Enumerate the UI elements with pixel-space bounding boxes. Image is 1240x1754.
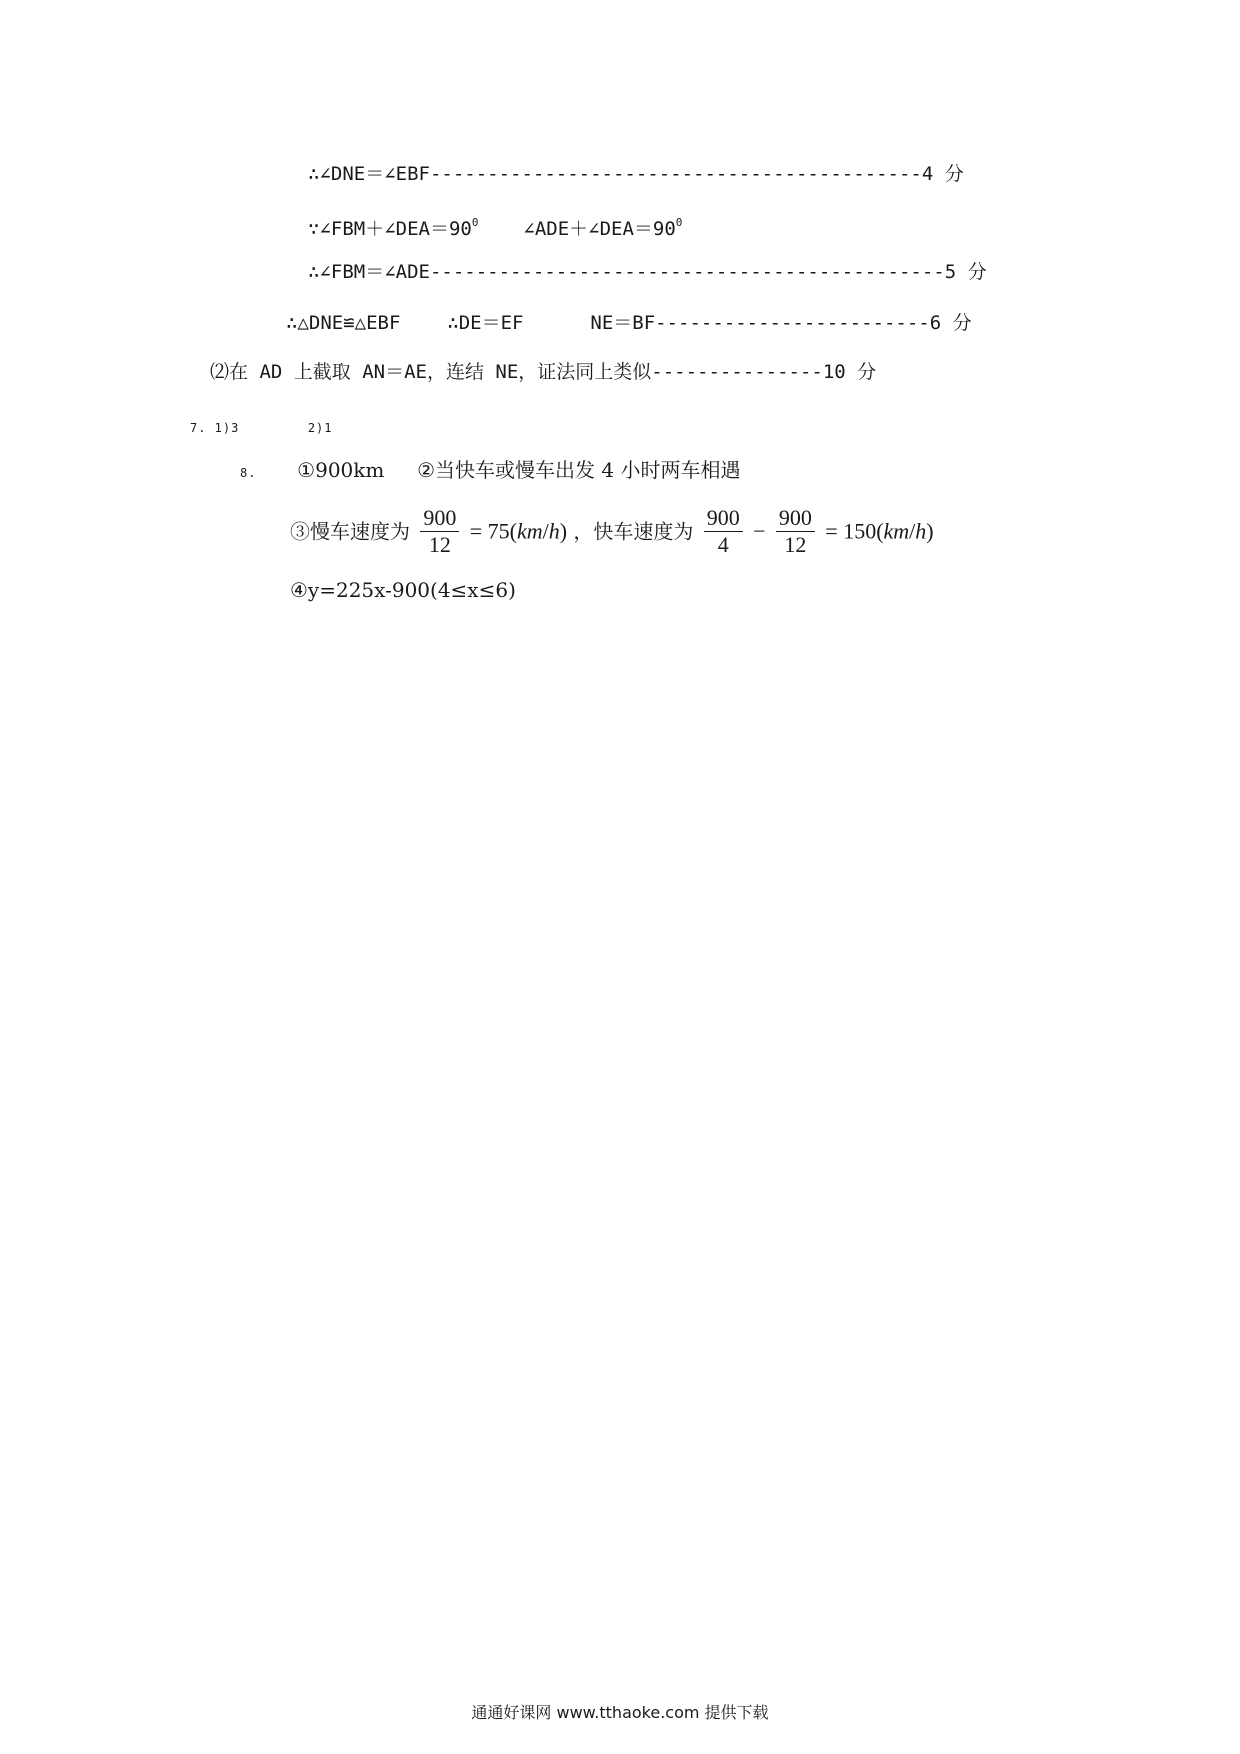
unit-h: h	[915, 518, 927, 544]
unit-slash: /	[542, 518, 549, 544]
de-ef-statement: ∴DE＝EF	[447, 312, 524, 334]
proof-line-5-text: ∴∠FBM＝∠ADE---------------------------------------------5 分	[308, 261, 987, 283]
fast-car-label: ，快车速度为	[573, 519, 694, 544]
fraction-900-over-4	[704, 505, 743, 558]
proof-line-angles	[308, 211, 682, 241]
question-8-line-3	[290, 500, 934, 560]
proof-line-6	[286, 311, 972, 335]
fast-speed-value: = 150(	[825, 518, 884, 544]
q8-part-4: ④y=225x-900(4≤x≤6)	[290, 578, 516, 602]
fraction-900-over-12-b	[776, 505, 815, 558]
fraction-numerator: 900	[704, 505, 743, 532]
fraction-900-over-12	[420, 505, 459, 558]
q7-part-2: 2)1	[307, 421, 333, 435]
unit-slash: /	[909, 518, 916, 544]
unit-km: km	[516, 518, 543, 544]
question-8-line-4	[290, 578, 516, 602]
proof-line-5	[308, 260, 987, 284]
slow-car-speed	[470, 519, 567, 544]
q8-number: 8.	[240, 466, 257, 480]
slow-speed-value: = 75(	[469, 518, 517, 544]
page-footer	[0, 1700, 1240, 1723]
question-7-answer	[190, 416, 333, 440]
angle-statement-b: ∠ADE＋∠DEA＝90	[523, 218, 676, 240]
degree-mark-a: 0	[471, 216, 479, 229]
q8-part-1: ①900km	[297, 458, 385, 482]
fraction-denominator: 4	[717, 532, 729, 557]
fraction-denominator: 12	[428, 532, 451, 557]
fast-car-speed	[825, 519, 933, 544]
fraction-numerator: 900	[776, 505, 815, 532]
unit-h: h	[548, 518, 560, 544]
q7-part-1: 7. 1)3	[190, 421, 240, 435]
close-paren: )	[926, 518, 934, 544]
ne-bf-statement: NE＝BF------------------------6 分	[590, 312, 972, 334]
proof-part-2	[210, 360, 876, 384]
degree-mark-b: 0	[675, 216, 683, 229]
close-paren: )	[559, 518, 568, 544]
unit-km: km	[883, 518, 910, 544]
minus-sign: −	[753, 518, 766, 544]
fraction-denominator: 12	[784, 532, 807, 557]
proof-part-2-text: ⑵在 AD 上截取 AN＝AE，连结 NE，证法同上类似---------------10 分	[210, 361, 877, 383]
fraction-numerator: 900	[420, 505, 459, 532]
congruence-statement: ∴△DNE≌△EBF	[286, 312, 401, 334]
footer-text: 通通好课网 www.tthaoke.com 提供下载	[471, 1703, 769, 1722]
q8-part-2: ②当快车或慢车出发 4 小时两车相遇	[417, 458, 741, 482]
angle-statement-a: ∵∠FBM＋∠DEA＝90	[308, 218, 472, 240]
proof-line-4	[308, 162, 964, 186]
slow-car-label: ③慢车速度为	[290, 519, 410, 544]
question-8-line-1	[240, 458, 740, 485]
proof-line-4-text: ∴∠DNE＝∠EBF-------------------------------------------4 分	[308, 163, 964, 185]
